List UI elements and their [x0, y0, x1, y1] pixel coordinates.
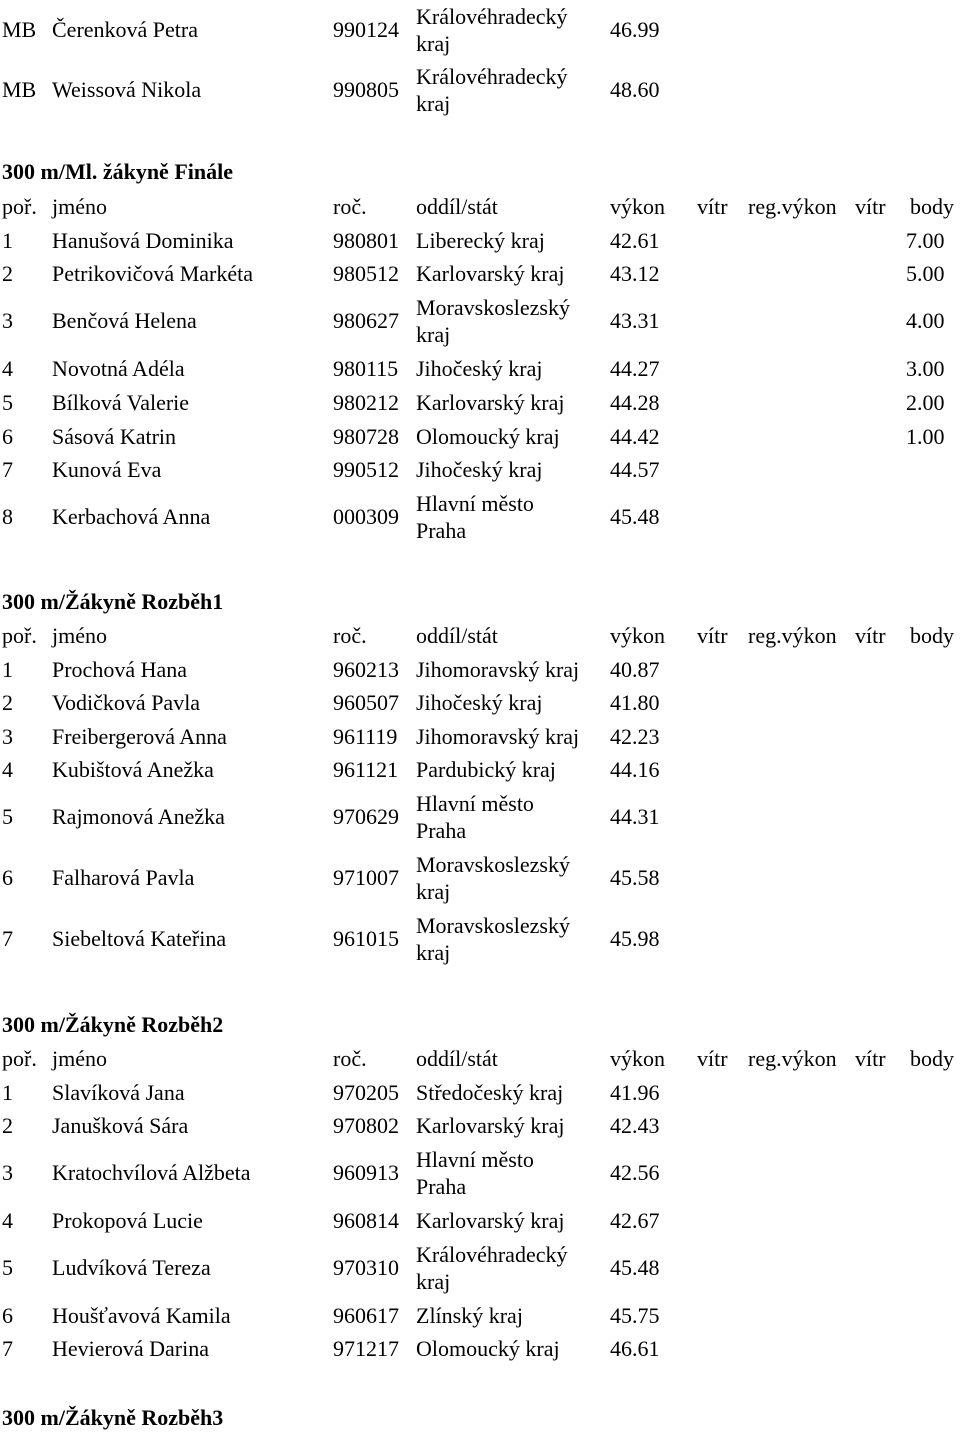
- birth-year: 961119: [333, 724, 398, 749]
- club: [416, 3, 606, 57]
- club: Jihočeský kraj: [416, 690, 543, 715]
- position: 3: [2, 1160, 13, 1185]
- birth-year: 980512: [333, 261, 399, 286]
- position: 4: [2, 757, 13, 782]
- athlete-name: Prokopová Lucie: [52, 1208, 203, 1233]
- header-club: oddíl/stát: [416, 1046, 498, 1071]
- performance: 44.42: [610, 424, 660, 449]
- header-year: roč.: [333, 623, 367, 648]
- position: 3: [2, 724, 13, 749]
- club: Jihomoravský kraj: [416, 657, 580, 682]
- athlete-name: Janušková Sára: [52, 1113, 189, 1138]
- performance: 41.80: [610, 690, 660, 715]
- result-row: [0, 257, 960, 291]
- performance: 44.31: [610, 804, 660, 829]
- athlete-name: Novotná Adéla: [52, 356, 185, 381]
- birth-year: 970629: [333, 804, 399, 829]
- performance: 45.75: [610, 1303, 660, 1328]
- performance: 42.56: [610, 1160, 660, 1185]
- athlete-name: Slavíková Jana: [52, 1080, 185, 1105]
- header-wind: vítr: [697, 1046, 728, 1071]
- club-line2: kraj: [416, 31, 451, 56]
- position: 2: [2, 1113, 13, 1138]
- result-row: [0, 453, 960, 487]
- club: [416, 1241, 606, 1295]
- performance: 45.98: [610, 926, 660, 951]
- athlete-name: Ludvíková Tereza: [52, 1255, 211, 1280]
- header-name: jméno: [52, 194, 107, 219]
- athlete-name: Freibergerová Anna: [52, 724, 227, 749]
- section-title: 300 m/Žákyně Rozběh1: [2, 589, 224, 614]
- club-line1: Hlavní město: [416, 1147, 534, 1172]
- result-row: [0, 60, 960, 120]
- club-line2: Praha: [416, 818, 467, 843]
- club-line1: Hlavní město: [416, 791, 534, 816]
- table-header: [0, 1042, 960, 1076]
- birth-year: 970205: [333, 1080, 399, 1105]
- result-row: [0, 1076, 960, 1110]
- athlete-name: Petrikovičová Markéta: [52, 261, 253, 286]
- club: Zlínský kraj: [416, 1303, 523, 1328]
- club: Liberecký kraj: [416, 228, 545, 253]
- table-header: [0, 190, 960, 224]
- birth-year: 970310: [333, 1255, 399, 1280]
- birth-year: 980627: [333, 308, 399, 333]
- athlete-name: Vodičková Pavla: [52, 690, 201, 715]
- athlete-name: Benčová Helena: [52, 308, 197, 333]
- birth-year: 000309: [333, 504, 399, 529]
- section-title: 300 m/Ml. žákyně Finále: [2, 159, 233, 184]
- section-title: 300 m/Žákyně Rozběh3: [2, 1405, 224, 1430]
- position: 6: [2, 1303, 13, 1328]
- points: 7.00: [906, 228, 945, 253]
- result-row: [0, 753, 960, 787]
- performance: 44.28: [610, 390, 660, 415]
- performance: 42.67: [610, 1208, 660, 1233]
- header-name: jméno: [52, 623, 107, 648]
- performance: 46.99: [610, 17, 660, 42]
- result-row: [0, 653, 960, 687]
- birth-year: 960913: [333, 1160, 399, 1185]
- section-title: 300 m/Žákyně Rozběh2: [2, 1012, 224, 1037]
- result-row: [0, 386, 960, 420]
- result-row: [0, 291, 960, 351]
- result-row: [0, 1143, 960, 1203]
- birth-year: 980801: [333, 228, 399, 253]
- club: [416, 490, 606, 544]
- header-points: body: [910, 623, 954, 648]
- position: 4: [2, 1208, 13, 1233]
- birth-year: 980212: [333, 390, 399, 415]
- club: Jihočeský kraj: [416, 356, 543, 381]
- athlete-name: Weissová Nikola: [52, 77, 202, 102]
- performance: 46.61: [610, 1336, 660, 1361]
- position: 7: [2, 1336, 13, 1361]
- club-line1: Královéhradecký: [416, 4, 568, 29]
- club: Olomoucký kraj: [416, 1336, 560, 1361]
- header-name: jméno: [52, 1046, 107, 1071]
- result-row: [0, 720, 960, 754]
- birth-year: 990124: [333, 17, 399, 42]
- points: 3.00: [906, 356, 945, 381]
- club: Karlovarský kraj: [416, 1113, 565, 1138]
- performance: 44.57: [610, 457, 660, 482]
- performance: 42.23: [610, 724, 660, 749]
- result-row: [0, 1204, 960, 1238]
- club: Jihočeský kraj: [416, 457, 543, 482]
- result-row: [0, 487, 960, 547]
- athlete-name: Siebeltová Kateřina: [52, 926, 227, 951]
- birth-year: 971217: [333, 1336, 399, 1361]
- athlete-name: Falharová Pavla: [52, 865, 195, 890]
- performance: 43.12: [610, 261, 660, 286]
- row-prefix: MB: [2, 17, 37, 42]
- position: 3: [2, 308, 13, 333]
- header-wind: vítr: [697, 623, 728, 648]
- result-row: [0, 1109, 960, 1143]
- birth-year: 960617: [333, 1303, 399, 1328]
- performance: 43.31: [610, 308, 660, 333]
- result-row: [0, 420, 960, 454]
- performance: 45.48: [610, 504, 660, 529]
- header-performance: výkon: [610, 1046, 665, 1071]
- birth-year: 970802: [333, 1113, 399, 1138]
- header-club: oddíl/stát: [416, 623, 498, 648]
- athlete-name: Hevierová Darina: [52, 1336, 209, 1361]
- club: [416, 912, 606, 966]
- performance: 42.43: [610, 1113, 660, 1138]
- result-row: [0, 1332, 960, 1366]
- club-line1: Moravskoslezský: [416, 852, 570, 877]
- result-row: [0, 909, 960, 969]
- header-wind2: vítr: [855, 194, 886, 219]
- athlete-name: Sásová Katrin: [52, 424, 177, 449]
- header-wind2: vítr: [855, 1046, 886, 1071]
- birth-year: 960814: [333, 1208, 399, 1233]
- club: [416, 294, 606, 348]
- athlete-name: Rajmonová Anežka: [52, 804, 225, 829]
- performance: 44.16: [610, 757, 660, 782]
- athlete-name: Houšťavová Kamila: [52, 1303, 231, 1328]
- birth-year: 980728: [333, 424, 399, 449]
- header-reg-performance: reg.výkon: [748, 623, 837, 648]
- performance: 44.27: [610, 356, 660, 381]
- header-year: roč.: [333, 1046, 367, 1071]
- table-header: [0, 619, 960, 653]
- birth-year: 990512: [333, 457, 399, 482]
- result-row: [0, 352, 960, 386]
- club-line1: Královéhradecký: [416, 64, 568, 89]
- club: [416, 851, 606, 905]
- club: Olomoucký kraj: [416, 424, 560, 449]
- position: 5: [2, 390, 13, 415]
- header-wind: vítr: [697, 194, 728, 219]
- club: Karlovarský kraj: [416, 1208, 565, 1233]
- performance: 41.96: [610, 1080, 660, 1105]
- header-pos: poř.: [2, 1046, 37, 1071]
- club: Pardubický kraj: [416, 757, 556, 782]
- position: 1: [2, 228, 13, 253]
- birth-year: 971007: [333, 865, 399, 890]
- athlete-name: Kratochvílová Alžbeta: [52, 1160, 251, 1185]
- points: 1.00: [906, 424, 945, 449]
- result-row: [0, 0, 960, 60]
- club: [416, 790, 606, 844]
- athlete-name: Bílková Valerie: [52, 390, 190, 415]
- position: 8: [2, 504, 13, 529]
- result-row: [0, 848, 960, 908]
- athlete-name: Kubištová Anežka: [52, 757, 214, 782]
- row-prefix: MB: [2, 77, 37, 102]
- header-year: roč.: [333, 194, 367, 219]
- club-line2: kraj: [416, 940, 451, 965]
- club: [416, 1146, 606, 1200]
- result-row: [0, 1238, 960, 1298]
- header-performance: výkon: [610, 194, 665, 219]
- club: Karlovarský kraj: [416, 261, 565, 286]
- position: 4: [2, 356, 13, 381]
- performance: 45.48: [610, 1255, 660, 1280]
- club-line2: Praha: [416, 1174, 467, 1199]
- result-row: [0, 686, 960, 720]
- header-wind2: vítr: [855, 623, 886, 648]
- position: 5: [2, 804, 13, 829]
- birth-year: 960213: [333, 657, 399, 682]
- header-points: body: [910, 194, 954, 219]
- athlete-name: Kunová Eva: [52, 457, 162, 482]
- birth-year: 990805: [333, 77, 399, 102]
- club: Jihomoravský kraj: [416, 724, 580, 749]
- position: 1: [2, 657, 13, 682]
- club: Karlovarský kraj: [416, 390, 565, 415]
- header-reg-performance: reg.výkon: [748, 1046, 837, 1071]
- club-line2: kraj: [416, 322, 451, 347]
- result-row: [0, 787, 960, 847]
- athlete-name: Hanušová Dominika: [52, 228, 234, 253]
- birth-year: 961015: [333, 926, 399, 951]
- position: 6: [2, 865, 13, 890]
- points: 5.00: [906, 261, 945, 286]
- position: 2: [2, 261, 13, 286]
- header-pos: poř.: [2, 194, 37, 219]
- club: [416, 63, 606, 117]
- athlete-name: Kerbachová Anna: [52, 504, 211, 529]
- club-line1: Moravskoslezský: [416, 913, 570, 938]
- header-pos: poř.: [2, 623, 37, 648]
- performance: 40.87: [610, 657, 660, 682]
- club-line2: kraj: [416, 879, 451, 904]
- position: 1: [2, 1080, 13, 1105]
- athlete-name: Prochová Hana: [52, 657, 188, 682]
- club-line2: kraj: [416, 1269, 451, 1294]
- performance: 45.58: [610, 865, 660, 890]
- club: Středočeský kraj: [416, 1080, 564, 1105]
- club-line2: Praha: [416, 518, 467, 543]
- club-line2: kraj: [416, 91, 451, 116]
- position: 6: [2, 424, 13, 449]
- birth-year: 961121: [333, 757, 399, 782]
- points: 4.00: [906, 308, 945, 333]
- club-line1: Královéhradecký: [416, 1242, 568, 1267]
- athlete-name: Čerenková Petra: [52, 17, 198, 42]
- result-row: [0, 1299, 960, 1333]
- birth-year: 960507: [333, 690, 399, 715]
- club-line1: Hlavní město: [416, 491, 534, 516]
- position: 5: [2, 1255, 13, 1280]
- club-line1: Moravskoslezský: [416, 295, 570, 320]
- header-performance: výkon: [610, 623, 665, 648]
- performance: 48.60: [610, 77, 660, 102]
- performance: 42.61: [610, 228, 660, 253]
- points: 2.00: [906, 390, 945, 415]
- header-points: body: [910, 1046, 954, 1071]
- header-club: oddíl/stát: [416, 194, 498, 219]
- position: 7: [2, 457, 13, 482]
- position: 7: [2, 926, 13, 951]
- result-row: [0, 224, 960, 258]
- position: 2: [2, 690, 13, 715]
- header-reg-performance: reg.výkon: [748, 194, 837, 219]
- birth-year: 980115: [333, 356, 399, 381]
